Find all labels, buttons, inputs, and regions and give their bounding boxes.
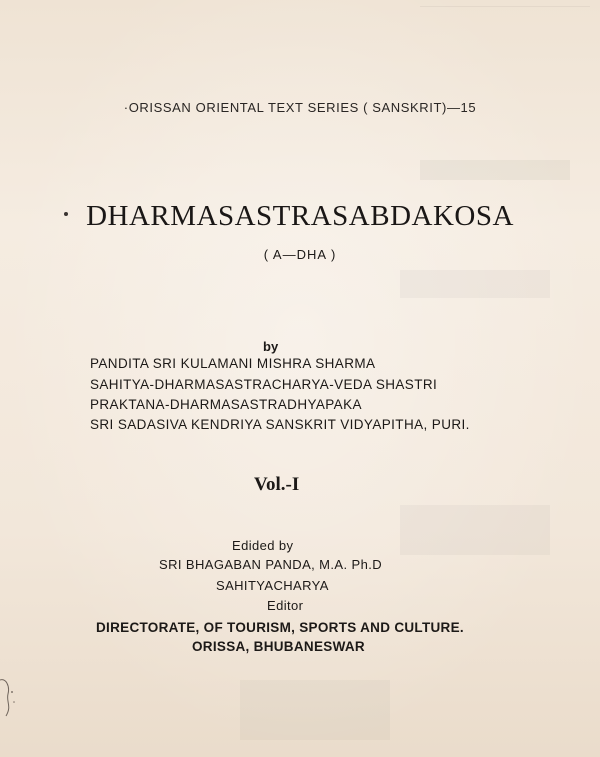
author-line: SAHITYA-DHARMASASTRACHARYA-VEDA SHASTRI <box>90 377 438 392</box>
by-label: by <box>263 339 279 354</box>
editor-name: SRI BHAGABAN PANDA, M.A. Ph.D <box>159 557 383 572</box>
volume-label: Vol.-I <box>254 474 300 495</box>
torn-edge-mark <box>0 672 30 722</box>
author-line: SRI SADASIVA KENDRIYA SANSKRIT VIDYAPITHA, PURI. <box>90 417 470 432</box>
book-title: DHARMASASTRASABDAKOSA <box>86 200 514 232</box>
publisher-name: DIRECTORATE, OF TOURISM, SPORTS AND CULTURE. <box>96 620 464 635</box>
editor-role: Editor <box>267 598 304 613</box>
show-through-block-bottom <box>240 680 390 740</box>
series-line: ·ORISSAN ORIENTAL TEXT SERIES ( SANSKRIT)—15 <box>123 100 477 115</box>
author-line: PRAKTANA-DHARMASASTRADHYAPAKA <box>90 397 362 412</box>
show-through-block-mid <box>420 160 570 180</box>
publisher-place: ORISSA, BHUBANESWAR <box>192 639 365 654</box>
show-through-block-top <box>420 6 590 67</box>
show-through-block-lower <box>400 505 550 555</box>
author-line: PANDITA SRI KULAMANI MISHRA SHARMA <box>90 356 376 371</box>
edited-by-label: Edided by <box>232 538 294 553</box>
volume-range: ( A—DHA ) <box>263 247 337 262</box>
editor-qualification: SAHITYACHARYA <box>216 578 329 593</box>
show-through-block-right <box>400 270 550 298</box>
